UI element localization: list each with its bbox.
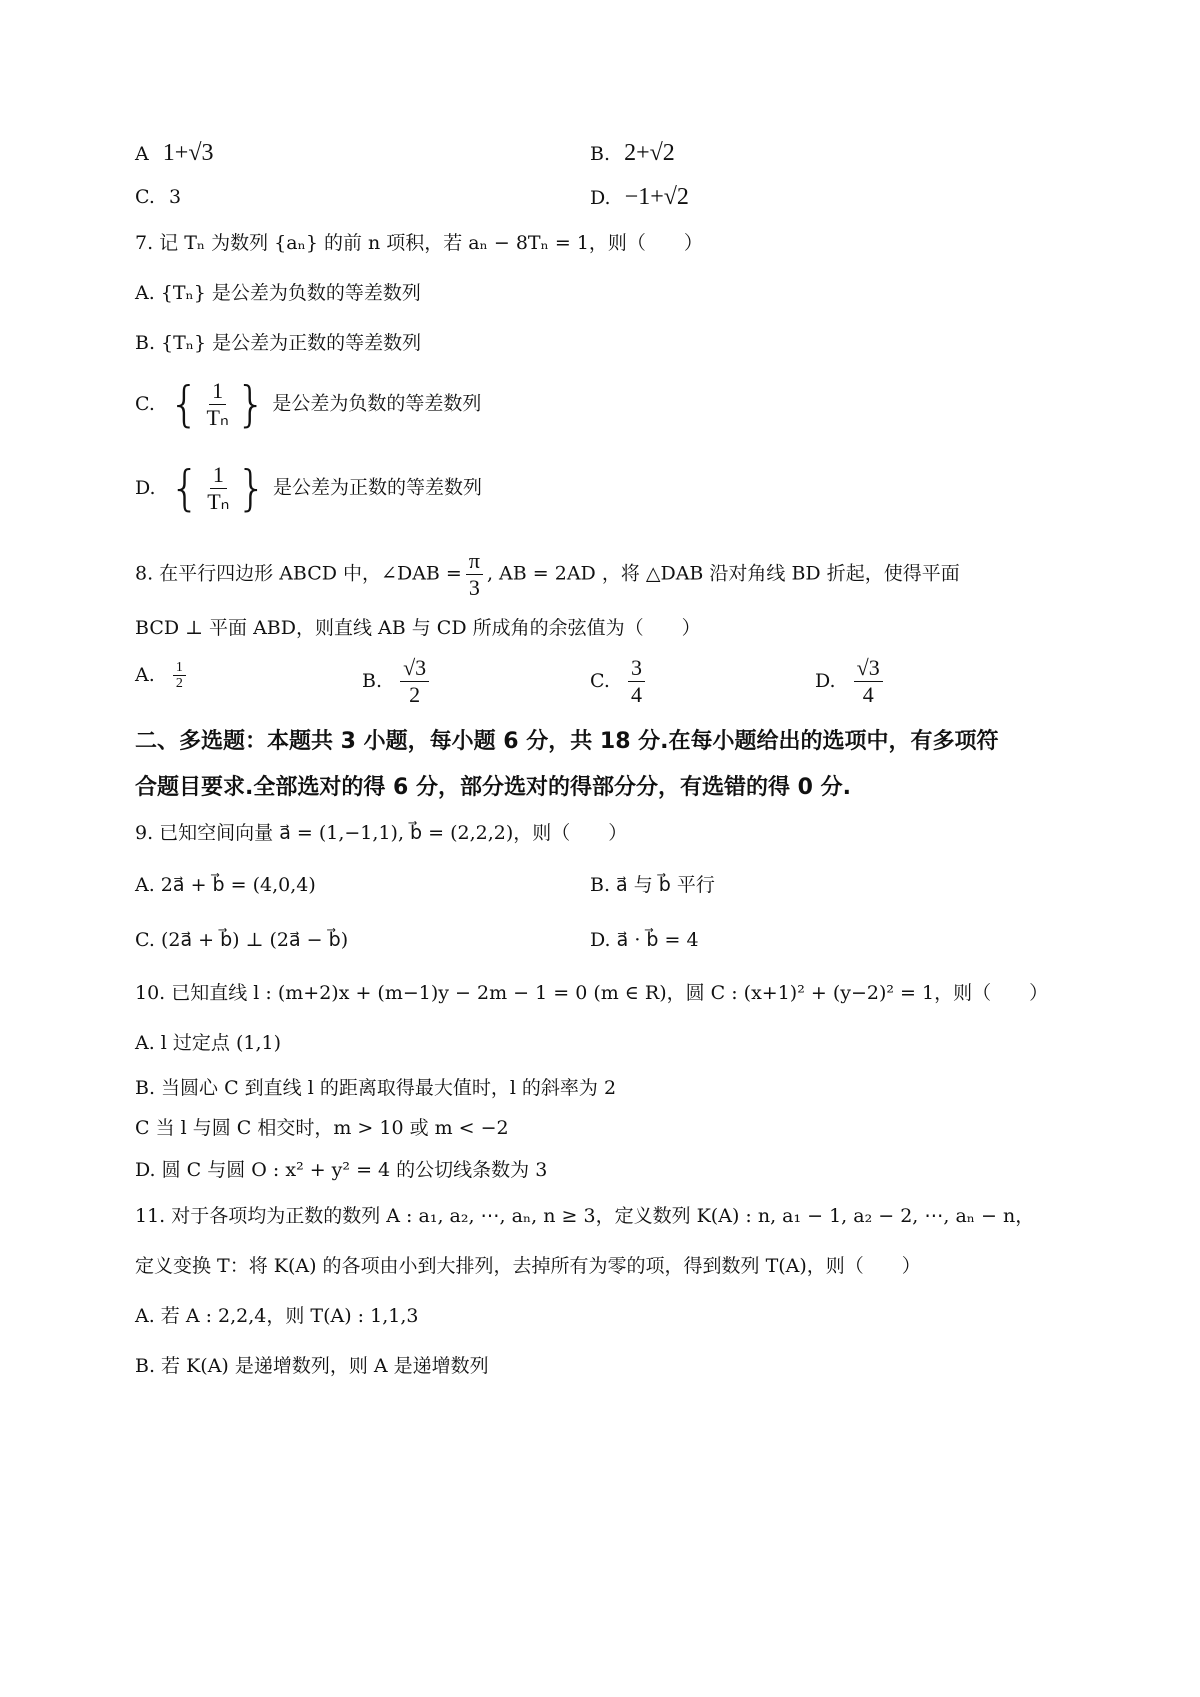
left-brace: { xyxy=(168,376,200,433)
q9-stem: 9. 已知空间向量 a⃗ = (1,−1,1), b⃗ = (2,2,2)，则（ ） xyxy=(135,822,628,844)
q6-option-a: A 1+√3 xyxy=(135,140,214,166)
q9-option-c: C. (2a⃗ + b⃗) ⊥ (2a⃗ − b⃗) xyxy=(135,929,349,951)
section-heading: 二、多选题：本题共 3 小题，每小题 6 分，共 18 分.在每小题给出的选项中，有多项符 xyxy=(135,729,999,754)
q6-option-d: D. −1+√2 xyxy=(590,184,689,210)
q8-option-a: A. $\frac{1}{2}$ xyxy=(135,660,190,691)
q11-option-a: A. 若 A : 2,2,4，则 T(A) : 1,1,3 xyxy=(135,1305,419,1327)
q7-option-d: D. { $\frac{1}{\text{Tₙ}}$ } 是公差为正数的等差数列 xyxy=(135,460,483,517)
q8-option-d: D. $\frac{√3}{4}$ xyxy=(815,655,887,708)
fraction: $\frac{1}{\text{Tₙ}}$ xyxy=(207,462,230,514)
q10-option-a: A. l 过定点 (1,1) xyxy=(135,1032,281,1054)
q8-stem-line2: BCD ⊥ 平面 ABD，则直线 AB 与 CD 所成角的余弦值为（ ） xyxy=(135,617,701,639)
q8-option-b: B. $\frac{√3}{2}$ xyxy=(362,655,433,708)
q11-stem: 11. 对于各项均为正数的数列 A : a₁, a₂, ⋯, aₙ, n ≥ 3，定义数列 K(A) : n, a₁ − 1, a₂ − 2, ⋯, aₙ − n， xyxy=(135,1205,1035,1227)
fraction: $\frac{3}{4}$ xyxy=(628,655,645,708)
q10-option-c: C 当 l 与圆 C 相交时，m > 10 或 m < −2 xyxy=(135,1117,509,1139)
q7-stem: 7. 记 Tₙ 为数列 {aₙ} 的前 n 项积，若 aₙ − 8Tₙ = 1，则（ ） xyxy=(135,232,703,254)
q7-option-c: C. { $\frac{1}{\text{Tₙ}}$ } 是公差为负数的等差数列 xyxy=(135,376,482,433)
angle-fraction: $\frac{\pi}{3}$ xyxy=(466,548,483,601)
right-brace: } xyxy=(236,460,267,517)
q9-option-a: A. 2a⃗ + b⃗ = (4,0,4) xyxy=(135,874,316,896)
q11-option-b: B. 若 K(A) 是递增数列，则 A 是递增数列 xyxy=(135,1355,489,1377)
q10-stem: 10. 已知直线 l : (m+2)x + (m−1)y − 2m − 1 = 0 (m ∈ R)，圆 C : (x+1)² + (y−2)² = 1，则（ ） xyxy=(135,982,1049,1004)
q8-option-c: C. $\frac{3}{4}$ xyxy=(590,655,649,708)
right-brace: } xyxy=(235,376,267,433)
q10-option-d: D. 圆 C 与圆 O : x² + y² = 4 的公切线条数为 3 xyxy=(135,1159,548,1181)
q7-option-a: A. {Tₙ} 是公差为负数的等差数列 xyxy=(135,282,421,304)
q8-stem: 8. 在平行四边形 ABCD 中，∠DAB = $\frac{\pi}{3}$ , AB = 2AD ，将 △DAB 沿对角线 BD 折起，使得平面 xyxy=(135,548,960,600)
q10-option-b: B. 当圆心 C 到直线 l 的距离取得最大值时，l 的斜率为 2 xyxy=(135,1077,617,1099)
section-heading-line2: 合题目要求.全部选对的得 6 分，部分选对的得部分分，有选错的得 0 分. xyxy=(135,775,851,800)
q6-option-b: B. 2+√2 xyxy=(590,140,675,166)
fraction: $\frac{√3}{4}$ xyxy=(854,655,883,708)
left-brace: { xyxy=(169,460,201,517)
q9-option-d: D. a⃗ · b⃗ = 4 xyxy=(590,929,699,951)
q9-option-b: B. a⃗ 与 b⃗ 平行 xyxy=(590,874,715,896)
q11-stem-line2: 定义变换 T：将 K(A) 的各项由小到大排列，去掉所有为零的项，得到数列 T(A)，则（ ） xyxy=(135,1255,921,1277)
fraction: $\frac{1}{\text{Tₙ}}$ xyxy=(206,378,229,430)
fraction: $\frac{√3}{2}$ xyxy=(400,655,429,708)
q6-option-c: C. 3 xyxy=(135,186,182,208)
q7-option-b: B. {Tₙ} 是公差为正数的等差数列 xyxy=(135,332,422,354)
fraction: $\frac{1}{2}$ xyxy=(173,660,186,691)
